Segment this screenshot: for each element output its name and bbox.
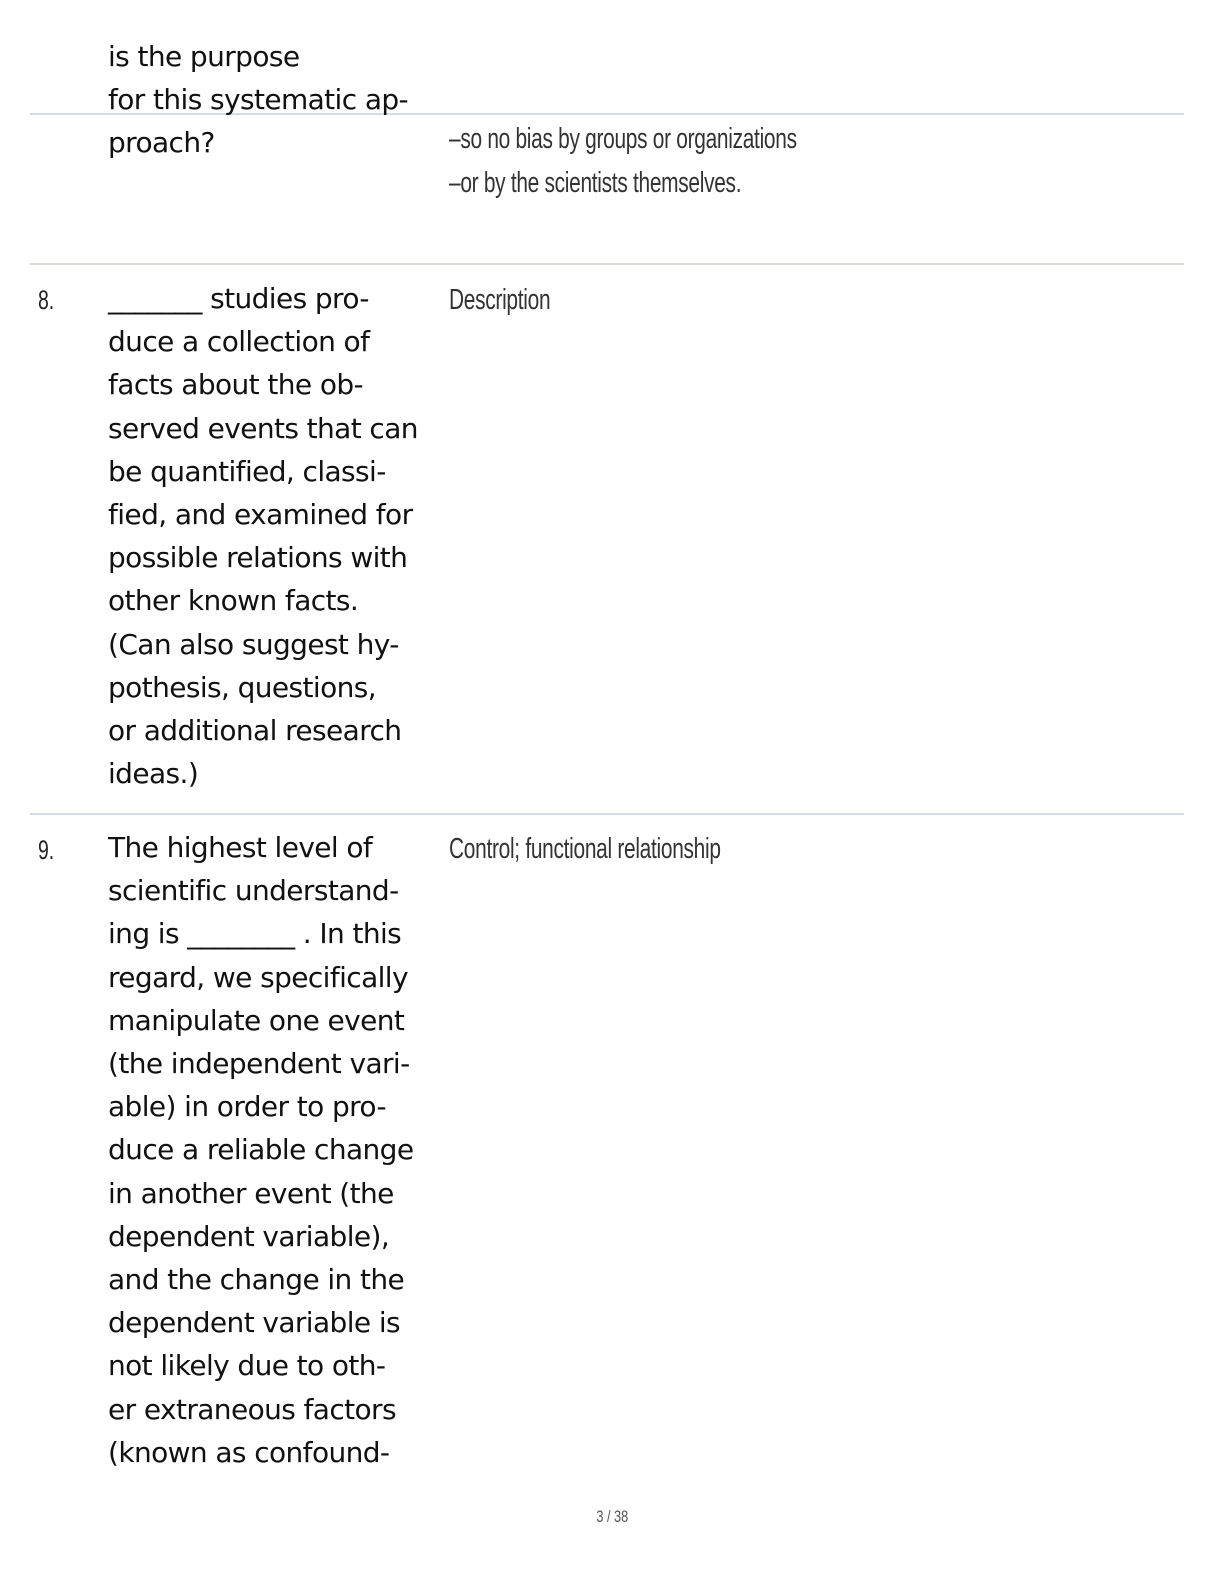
- answer-7-line-1: –so no bias by groups or organizations: [449, 123, 797, 155]
- answer-7: [449, 117, 797, 205]
- answer-8: [449, 278, 550, 322]
- question-text-9: The highest level of scientific understand- ing is ________ . In this regard, we specifically manipulate one event (the independent vari- able) in order to pro- duce a reliable change in another event (the dependent variable), and the change in the dependent variable is not likely due to oth- er extraneous factors (known as confound-: [108, 831, 414, 1469]
- answer-8-line-1: Description: [449, 284, 551, 316]
- answer-9-line-1: Control; functional relationship: [449, 833, 721, 865]
- answer-9: [449, 827, 721, 871]
- row-divider-before-8: [30, 263, 1184, 265]
- question-text-7-continued: is the purpose for this systematic ap- proach?: [108, 40, 409, 160]
- page-number-label: 3 / 38: [596, 1507, 628, 1526]
- question-text-8: _______ studies pro- duce a collection of facts about the ob- served events that can be quantified, classi- fied, and examined for possible relations with other known facts. (Can also suggest hy- pothesis, questions, or additional research ideas.): [108, 282, 418, 791]
- page-number: [0, 1507, 1224, 1527]
- question-number-8: 8.: [38, 285, 55, 315]
- answer-7-line-2: –or by the scientists themselves.: [449, 167, 742, 199]
- question-number-9: 9.: [38, 835, 55, 865]
- row-divider-before-9: [30, 813, 1184, 815]
